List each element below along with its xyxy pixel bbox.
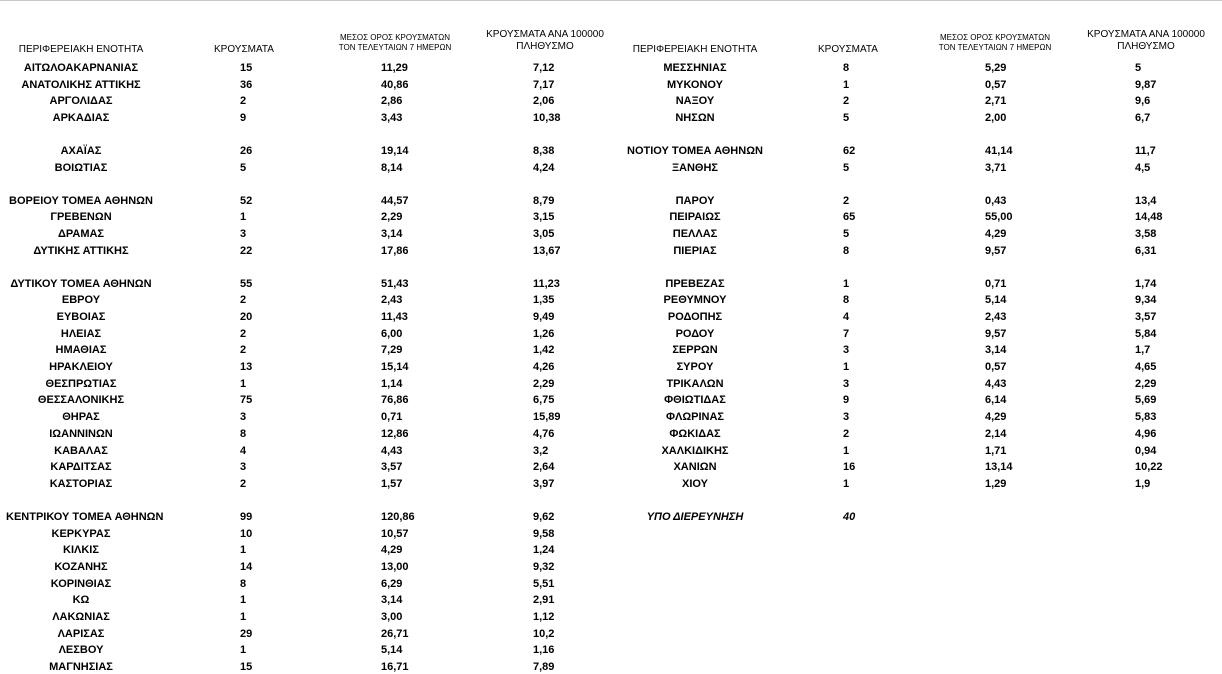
- left-row-per100k: 13,67: [533, 245, 561, 257]
- left-row-cases: 1: [240, 544, 247, 556]
- left-row-cases: 13: [240, 361, 253, 373]
- left-row-region: ΑΡΓΟΛΙΔΑΣ: [49, 95, 113, 107]
- left-row-avg: 8,14: [381, 162, 403, 174]
- right-row-avg: 2,00: [985, 112, 1007, 124]
- left-row-avg: 5,14: [381, 644, 403, 656]
- top-border: [0, 0, 1222, 1]
- right-row-avg: 2,43: [985, 311, 1007, 323]
- left-row-avg: 76,86: [381, 394, 409, 406]
- left-row-region: ΗΡΑΚΛΕΙΟΥ: [49, 361, 113, 373]
- left-row-region: ΚΕΝΤΡΙΚΟΥ ΤΟΜΕΑ ΑΘΗΝΩΝ: [6, 511, 164, 523]
- left-row-avg: 40,86: [381, 79, 409, 91]
- left-row-cases: 15: [240, 62, 253, 74]
- left-row-cases: 1: [240, 644, 247, 656]
- left-row-region: ΒΟΙΩΤΙΑΣ: [54, 162, 108, 174]
- left-row-avg: 1,14: [381, 378, 403, 390]
- right-row-region: ΡΕΘΥΜΝΟΥ: [663, 294, 727, 306]
- right-row-avg: 0,57: [985, 361, 1007, 373]
- left-row-avg: 11,29: [381, 62, 408, 74]
- right-row-per100k: 2,29: [1135, 378, 1157, 390]
- left-row-avg: 26,71: [381, 628, 409, 640]
- left-row-per100k: 3,2: [533, 445, 549, 457]
- right-row-cases: 16: [843, 461, 856, 473]
- right-row-avg: 41,14: [985, 145, 1013, 157]
- right-row-cases: 62: [843, 145, 856, 157]
- left-row-per100k: 6,75: [533, 394, 555, 406]
- right-row-cases: 5: [843, 228, 850, 240]
- right-header-avg-line2: ΤΟΝ ΤΕΛΕΥΤΑΙΩΝ 7 ΗΜΕΡΩΝ: [938, 43, 1052, 52]
- left-row-cases: 99: [240, 511, 253, 523]
- left-row-per100k: 9,58: [533, 528, 555, 540]
- right-row-per100k: 9,87: [1135, 79, 1157, 91]
- left-header-per100k-line2: ΠΛΗΘΥΣΜΟ: [516, 41, 574, 52]
- left-row-region: ΚΑΡΔΙΤΣΑΣ: [50, 461, 112, 473]
- left-row-cases: 2: [240, 294, 247, 306]
- right-row-avg: 0,71: [985, 278, 1007, 290]
- left-row-region: ΑΡΚΑΔΙΑΣ: [52, 112, 110, 124]
- left-row-region: ΜΑΓΝΗΣΙΑΣ: [49, 661, 113, 673]
- right-row-per100k: 6,7: [1135, 112, 1151, 124]
- left-row-region: ΒΟΡΕΙΟΥ ΤΟΜΕΑ ΑΘΗΝΩΝ: [9, 195, 153, 207]
- left-row-avg: 44,57: [381, 195, 409, 207]
- left-row-avg: 3,43: [381, 112, 403, 124]
- left-row-cases: 2: [240, 328, 247, 340]
- left-row-cases: 20: [240, 311, 253, 323]
- left-row-per100k: 3,05: [533, 228, 555, 240]
- right-row-region: ΠΕΙΡΑΙΩΣ: [669, 211, 721, 223]
- left-row-per100k: 7,17: [533, 79, 555, 91]
- right-row-cases: 7: [843, 328, 850, 340]
- left-row-avg: 16,71: [381, 661, 409, 673]
- right-row-cases: 1: [843, 79, 850, 91]
- left-row-cases: 15: [240, 661, 253, 673]
- right-row-avg: 6,14: [985, 394, 1007, 406]
- left-row-per100k: 4,24: [533, 162, 555, 174]
- left-row-region: ΕΥΒΟΙΑΣ: [56, 311, 106, 323]
- left-row-region: ΘΕΣΣΑΛΟΝΙΚΗΣ: [37, 394, 125, 406]
- left-row-cases: 1: [240, 594, 247, 606]
- right-row-per100k: 9,6: [1135, 95, 1151, 107]
- right-row-region: ΠΕΛΛΑΣ: [672, 228, 718, 240]
- left-header-cases: ΚΡΟΥΣΜΑΤΑ: [214, 44, 274, 55]
- left-row-cases: 14: [240, 561, 253, 573]
- left-row-per100k: 2,91: [533, 594, 555, 606]
- left-row-region: ΚΑΣΤΟΡΙΑΣ: [49, 478, 113, 490]
- left-row-cases: 1: [240, 611, 247, 623]
- left-row-cases: 1: [240, 378, 247, 390]
- left-row-cases: 10: [240, 528, 253, 540]
- left-row-avg: 51,43: [381, 278, 409, 290]
- right-row-region: ΦΘΙΩΤΙΔΑΣ: [664, 394, 726, 406]
- left-row-cases: 2: [240, 344, 247, 356]
- left-row-avg: 3,14: [381, 594, 403, 606]
- right-row-avg: 5,14: [985, 294, 1007, 306]
- left-row-region: ΘΗΡΑΣ: [62, 411, 100, 423]
- left-row-region: ΘΕΣΠΡΩΤΙΑΣ: [45, 378, 117, 390]
- left-row-cases: 8: [240, 578, 247, 590]
- left-row-region: ΓΡΕΒΕΝΩΝ: [50, 211, 112, 223]
- left-row-avg: 7,29: [381, 344, 403, 356]
- left-row-per100k: 2,29: [533, 378, 555, 390]
- right-row-avg: 13,14: [985, 461, 1013, 473]
- right-row-per100k: 1,7: [1135, 344, 1151, 356]
- left-row-cases: 3: [240, 411, 247, 423]
- left-row-avg: 4,43: [381, 445, 403, 457]
- left-row-cases: 55: [240, 278, 253, 290]
- right-row-region: ΜΕΣΣΗΝΙΑΣ: [663, 62, 727, 74]
- right-row-cases: 3: [843, 344, 850, 356]
- right-row-region: ΤΡΙΚΑΛΩΝ: [666, 378, 724, 390]
- left-row-avg: 120,86: [381, 511, 415, 523]
- right-row-avg: 1,71: [985, 445, 1007, 457]
- right-row-region: ΞΑΝΘΗΣ: [671, 162, 719, 174]
- left-row-cases: 52: [240, 195, 253, 207]
- left-row-cases: 8: [240, 428, 247, 440]
- left-row-cases: 2: [240, 478, 247, 490]
- left-row-cases: 29: [240, 628, 253, 640]
- left-row-per100k: 1,12: [533, 611, 555, 623]
- left-row-per100k: 10,38: [533, 112, 561, 124]
- right-row-per100k: 5,83: [1135, 411, 1157, 423]
- left-row-per100k: 9,49: [533, 311, 555, 323]
- right-row-avg: 3,14: [985, 344, 1007, 356]
- left-row-cases: 26: [240, 145, 253, 157]
- left-row-cases: 4: [240, 445, 247, 457]
- left-row-per100k: 1,26: [533, 328, 555, 340]
- right-row-avg: 5,29: [985, 62, 1007, 74]
- left-row-cases: 22: [240, 245, 253, 257]
- right-row-region: ΝΟΤΙΟΥ ΤΟΜΕΑ ΑΘΗΝΩΝ: [627, 145, 763, 157]
- left-row-cases: 3: [240, 461, 247, 473]
- left-row-per100k: 1,24: [533, 544, 555, 556]
- left-row-region: ΗΜΑΘΙΑΣ: [55, 344, 107, 356]
- right-row-region: ΡΟΔΟΠΗΣ: [667, 311, 723, 323]
- right-row-region: ΠΡΕΒΕΖΑΣ: [665, 278, 725, 290]
- right-row-cases: 40: [843, 511, 856, 523]
- left-row-per100k: 4,26: [533, 361, 555, 373]
- left-row-region: ΚΟΖΑΝΗΣ: [54, 561, 108, 573]
- left-row-cases: 2: [240, 95, 247, 107]
- right-row-cases: 2: [843, 95, 850, 107]
- left-row-avg: 17,86: [381, 245, 409, 257]
- right-row-per100k: 1,9: [1135, 478, 1151, 490]
- left-row-cases: 1: [240, 211, 247, 223]
- right-row-per100k: 10,22: [1135, 461, 1163, 473]
- left-row-per100k: 8,38: [533, 145, 555, 157]
- right-row-per100k: 4,65: [1135, 361, 1157, 373]
- right-row-cases: 1: [843, 445, 850, 457]
- right-row-region: ΝΗΣΩΝ: [675, 112, 715, 124]
- right-row-avg: 9,57: [985, 245, 1007, 257]
- left-row-region: ΚΕΡΚΥΡΑΣ: [51, 528, 111, 540]
- right-row-region: ΦΩΚΙΔΑΣ: [669, 428, 721, 440]
- left-row-region: ΑΝΑΤΟΛΙΚΗΣ ΑΤΤΙΚΗΣ: [21, 79, 141, 91]
- left-header-avg-line2: ΤΟΝ ΤΕΛΕΥΤΑΙΩΝ 7 ΗΜΕΡΩΝ: [338, 43, 452, 52]
- right-row-cases: 4: [843, 311, 850, 323]
- right-row-cases: 65: [843, 211, 856, 223]
- left-header-region: ΠΕΡΙΦΕΡΕΙΑΚΗ ΕΝΟΤΗΤΑ: [18, 44, 144, 55]
- right-row-region: ΠΑΡΟΥ: [675, 195, 715, 207]
- right-row-per100k: 4,96: [1135, 428, 1157, 440]
- right-row-region: ΣΥΡΟΥ: [676, 361, 714, 373]
- left-row-region: ΛΕΣΒΟΥ: [58, 644, 104, 656]
- left-row-avg: 19,14: [381, 145, 409, 157]
- left-row-per100k: 2,06: [533, 95, 555, 107]
- right-row-per100k: 1,74: [1135, 278, 1157, 290]
- left-row-avg: 1,57: [381, 478, 403, 490]
- right-header-cases: ΚΡΟΥΣΜΑΤΑ: [818, 44, 878, 55]
- left-row-per100k: 8,79: [533, 195, 555, 207]
- right-row-region: ΧΑΝΙΩΝ: [673, 461, 717, 473]
- left-row-avg: 3,14: [381, 228, 403, 240]
- left-row-region: ΚΩ: [72, 594, 90, 606]
- left-row-region: ΛΑΚΩΝΙΑΣ: [52, 611, 110, 623]
- left-row-per100k: 1,42: [533, 344, 555, 356]
- left-row-per100k: 1,16: [533, 644, 555, 656]
- left-row-avg: 4,29: [381, 544, 403, 556]
- right-row-avg: 55,00: [985, 211, 1013, 223]
- right-row-cases: 1: [843, 278, 850, 290]
- right-row-per100k: 11,7: [1135, 145, 1156, 157]
- right-row-avg: 2,71: [985, 95, 1007, 107]
- left-row-avg: 0,71: [381, 411, 403, 423]
- left-row-cases: 75: [240, 394, 253, 406]
- right-row-per100k: 5,84: [1135, 328, 1157, 340]
- left-row-cases: 5: [240, 162, 247, 174]
- right-row-region: ΣΕΡΡΩΝ: [672, 344, 718, 356]
- right-row-cases: 3: [843, 411, 850, 423]
- left-row-region: ΗΛΕΙΑΣ: [60, 328, 102, 340]
- right-row-per100k: 3,58: [1135, 228, 1157, 240]
- left-row-region: ΑΧΑΪΑΣ: [60, 145, 102, 157]
- left-row-per100k: 7,89: [533, 661, 555, 673]
- left-row-avg: 2,43: [381, 294, 403, 306]
- right-row-cases: 3: [843, 378, 850, 390]
- left-row-avg: 2,29: [381, 211, 403, 223]
- right-row-region: ΥΠΟ ΔΙΕΡΕΥΝΗΣΗ: [646, 511, 744, 523]
- right-row-avg: 1,29: [985, 478, 1007, 490]
- left-row-region: ΙΩΑΝΝΙΝΩΝ: [49, 428, 113, 440]
- left-row-per100k: 2,64: [533, 461, 555, 473]
- right-row-cases: 5: [843, 112, 850, 124]
- right-row-region: ΡΟΔΟΥ: [675, 328, 715, 340]
- left-row-avg: 6,29: [381, 578, 403, 590]
- left-row-per100k: 10,2: [533, 628, 555, 640]
- right-row-region: ΧΙΟΥ: [682, 478, 708, 490]
- left-row-per100k: 5,51: [533, 578, 555, 590]
- left-row-avg: 3,00: [381, 611, 403, 623]
- left-header-per100k-line1: ΚΡΟΥΣΜΑΤΑ ΑΝΑ 100000: [486, 29, 604, 40]
- right-row-per100k: 4,5: [1135, 162, 1151, 174]
- left-row-cases: 3: [240, 228, 247, 240]
- right-row-cases: 9: [843, 394, 850, 406]
- left-row-region: ΑΙΤΩΛΟΑΚΑΡΝΑΝΙΑΣ: [23, 62, 139, 74]
- right-row-cases: 8: [843, 294, 850, 306]
- right-row-cases: 1: [843, 478, 850, 490]
- left-row-region: ΚΙΛΚΙΣ: [63, 544, 99, 556]
- left-row-avg: 11,43: [381, 311, 408, 323]
- left-row-region: ΕΒΡΟΥ: [61, 294, 101, 306]
- left-row-avg: 10,57: [381, 528, 409, 540]
- right-header-per100k-line1: ΚΡΟΥΣΜΑΤΑ ΑΝΑ 100000: [1087, 29, 1205, 40]
- right-row-cases: 2: [843, 195, 850, 207]
- left-row-per100k: 1,35: [533, 294, 555, 306]
- right-header-per100k-line2: ΠΛΗΘΥΣΜΟ: [1117, 41, 1175, 52]
- right-row-per100k: 9,34: [1135, 294, 1157, 306]
- left-row-avg: 3,57: [381, 461, 403, 473]
- right-row-avg: 2,14: [985, 428, 1007, 440]
- left-row-region: ΔΥΤΙΚΗΣ ΑΤΤΙΚΗΣ: [33, 245, 129, 257]
- left-row-region: ΔΡΑΜΑΣ: [57, 228, 105, 240]
- right-row-per100k: 5,69: [1135, 394, 1157, 406]
- left-row-avg: 2,86: [381, 95, 403, 107]
- left-row-per100k: 9,32: [533, 561, 555, 573]
- left-row-region: ΚΑΒΑΛΑΣ: [54, 445, 108, 457]
- right-row-avg: 4,29: [985, 228, 1007, 240]
- right-row-avg: 0,57: [985, 79, 1007, 91]
- right-row-per100k: 3,57: [1135, 311, 1157, 323]
- right-row-cases: 8: [843, 245, 850, 257]
- left-row-avg: 6,00: [381, 328, 403, 340]
- left-row-per100k: 3,97: [533, 478, 555, 490]
- right-row-region: ΦΛΩΡΙΝΑΣ: [665, 411, 725, 423]
- right-row-region: ΧΑΛΚΙΔΙΚΗΣ: [661, 445, 729, 457]
- right-row-cases: 2: [843, 428, 850, 440]
- left-row-per100k: 15,89: [533, 411, 561, 423]
- right-row-avg: 4,43: [985, 378, 1007, 390]
- right-row-cases: 8: [843, 62, 850, 74]
- left-header-avg-line1: ΜΕΣΟΣ ΟΡΟΣ ΚΡΟΥΣΜΑΤΩΝ: [339, 33, 451, 42]
- right-row-cases: 1: [843, 361, 850, 373]
- right-row-avg: 4,29: [985, 411, 1007, 423]
- right-row-region: ΠΙΕΡΙΑΣ: [673, 245, 717, 257]
- left-row-cases: 9: [240, 112, 247, 124]
- right-row-per100k: 5: [1135, 62, 1142, 74]
- left-row-avg: 13,00: [381, 561, 409, 573]
- left-row-per100k: 9,62: [533, 511, 555, 523]
- left-row-region: ΛΑΡΙΣΑΣ: [57, 628, 105, 640]
- right-row-cases: 5: [843, 162, 850, 174]
- right-row-avg: 3,71: [985, 162, 1007, 174]
- right-row-per100k: 0,94: [1135, 445, 1157, 457]
- left-row-region: ΔΥΤΙΚΟΥ ΤΟΜΕΑ ΑΘΗΝΩΝ: [10, 278, 152, 290]
- left-row-per100k: 3,15: [533, 211, 555, 223]
- left-row-avg: 15,14: [381, 361, 409, 373]
- left-row-per100k: 4,76: [533, 428, 555, 440]
- right-row-region: ΜΥΚΟΝΟΥ: [666, 79, 724, 91]
- left-row-per100k: 11,23: [533, 278, 560, 290]
- left-row-per100k: 7,12: [533, 62, 555, 74]
- right-row-avg: 0,43: [985, 195, 1007, 207]
- right-header-avg-line1: ΜΕΣΟΣ ΟΡΟΣ ΚΡΟΥΣΜΑΤΩΝ: [939, 33, 1051, 42]
- right-row-region: ΝΑΞΟΥ: [675, 95, 715, 107]
- left-row-cases: 36: [240, 79, 253, 91]
- left-row-avg: 12,86: [381, 428, 409, 440]
- right-row-per100k: 6,31: [1135, 245, 1157, 257]
- right-header-region: ΠΕΡΙΦΕΡΕΙΑΚΗ ΕΝΟΤΗΤΑ: [632, 44, 758, 55]
- left-row-region: ΚΟΡΙΝΘΙΑΣ: [50, 578, 112, 590]
- right-row-per100k: 13,4: [1135, 195, 1157, 207]
- right-row-per100k: 14,48: [1135, 211, 1163, 223]
- right-row-avg: 9,57: [985, 328, 1007, 340]
